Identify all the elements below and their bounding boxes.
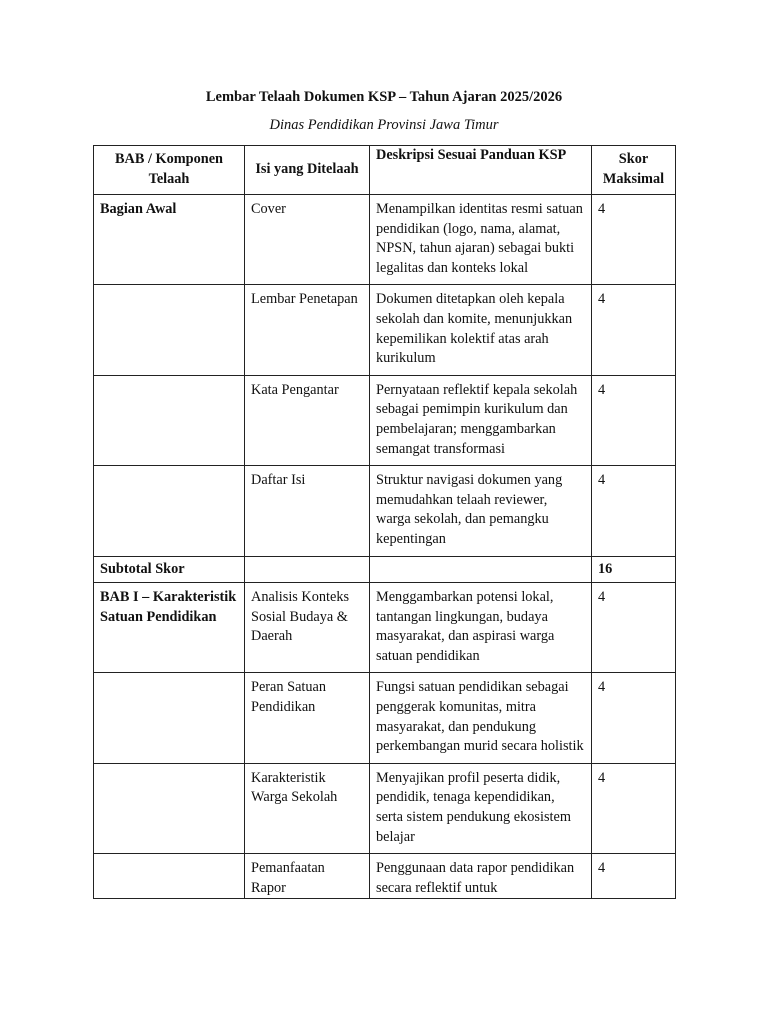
cell-isi: Kata Pengantar: [245, 375, 370, 465]
header-bab: BAB / Komponen Telaah: [94, 146, 245, 195]
cell-deskripsi: Fungsi satuan pendidikan sebagai penggerak komunitas, mitra masyarakat, dan pendukung perkembangan murid secara holistik: [370, 673, 592, 763]
cell-bab: [94, 854, 245, 899]
cell-deskripsi: Menyajikan profil peserta didik, pendidik, tenaga kependidikan, serta sistem pendukung ekosistem belajar: [370, 763, 592, 853]
cell-deskripsi: Struktur navigasi dokumen yang memudahkan telaah reviewer, warga sekolah, dan pemangku kepentingan: [370, 466, 592, 556]
cell-bab: [94, 466, 245, 556]
document-title: Lembar Telaah Dokumen KSP – Tahun Ajaran 2025/2026: [205, 89, 563, 105]
cell-bab: [94, 375, 245, 465]
header-deskripsi: Deskripsi Sesuai Panduan KSP: [370, 146, 592, 195]
cell-isi: Lembar Penetapan: [245, 285, 370, 375]
cell-bab: [94, 763, 245, 853]
document-subtitle: Dinas Pendidikan Provinsi Jawa Timur: [269, 117, 499, 133]
cell-isi: Cover: [245, 195, 370, 285]
table-row: [94, 583, 676, 673]
table-row: [94, 466, 676, 556]
cell-isi: [245, 854, 370, 899]
cell-isi: Peran Satuan Pendidikan: [245, 673, 370, 763]
review-table: [93, 145, 676, 899]
cell-bab: BAB I – Karakteristik Satuan Pendidikan: [94, 583, 245, 673]
subtotal-row: [94, 556, 676, 583]
cell-skor: 4: [592, 285, 676, 375]
cell-skor: 4: [592, 763, 676, 853]
header-isi: Isi yang Ditelaah: [245, 146, 370, 195]
cell-bab: [94, 673, 245, 763]
table-row: [94, 195, 676, 285]
table-row: [94, 854, 676, 899]
cell-bab: [94, 285, 245, 375]
cell-deskripsi: Menampilkan identitas resmi satuan pendidikan (logo, nama, alamat, NPSN, tahun ajaran) sebagai bukti legalitas dan konteks lokal: [370, 195, 592, 285]
table-row: [94, 673, 676, 763]
cell-isi: Analisis Konteks Sosial Budaya & Daerah: [245, 583, 370, 673]
table-header-row: [94, 146, 676, 195]
subtotal-label: Subtotal Skor: [94, 556, 245, 583]
cell-skor: 4: [592, 466, 676, 556]
cell-deskripsi: Pernyataan reflektif kepala sekolah sebagai pemimpin kurikulum dan pembelajaran; menggambarkan semangat transformasi: [370, 375, 592, 465]
cell-isi: Daftar Isi: [245, 466, 370, 556]
cell-skor: 4: [592, 375, 676, 465]
cell-isi: Karakteristik Warga Sekolah: [245, 763, 370, 853]
cell-skor: 4: [592, 195, 676, 285]
cell-skor: 4: [592, 583, 676, 673]
cell-isi-text: Pemanfaatan Rapor: [251, 860, 325, 896]
header-skor: Skor Maksimal: [592, 146, 676, 195]
cell-deskripsi-text: Penggunaan data rapor pendidikan secara reflektif untuk: [376, 860, 575, 896]
cell-empty: [370, 556, 592, 583]
subtotal-value: 16: [592, 556, 676, 583]
cell-bab: Bagian Awal: [94, 195, 245, 285]
cell-deskripsi: Menggambarkan potensi lokal, tantangan lingkungan, budaya masyarakat, dan aspirasi warga satuan pendidikan: [370, 583, 592, 673]
table-row: [94, 763, 676, 853]
cell-deskripsi: Dokumen ditetapkan oleh kepala sekolah dan komite, menunjukkan kepemilikan kolektif atas arah kurikulum: [370, 285, 592, 375]
cell-empty: [245, 556, 370, 583]
table-row: [94, 375, 676, 465]
cell-deskripsi: [370, 854, 592, 899]
table-row: [94, 285, 676, 375]
cell-skor: [592, 854, 676, 899]
cell-skor-text: 4: [598, 860, 606, 877]
cell-skor: 4: [592, 673, 676, 763]
